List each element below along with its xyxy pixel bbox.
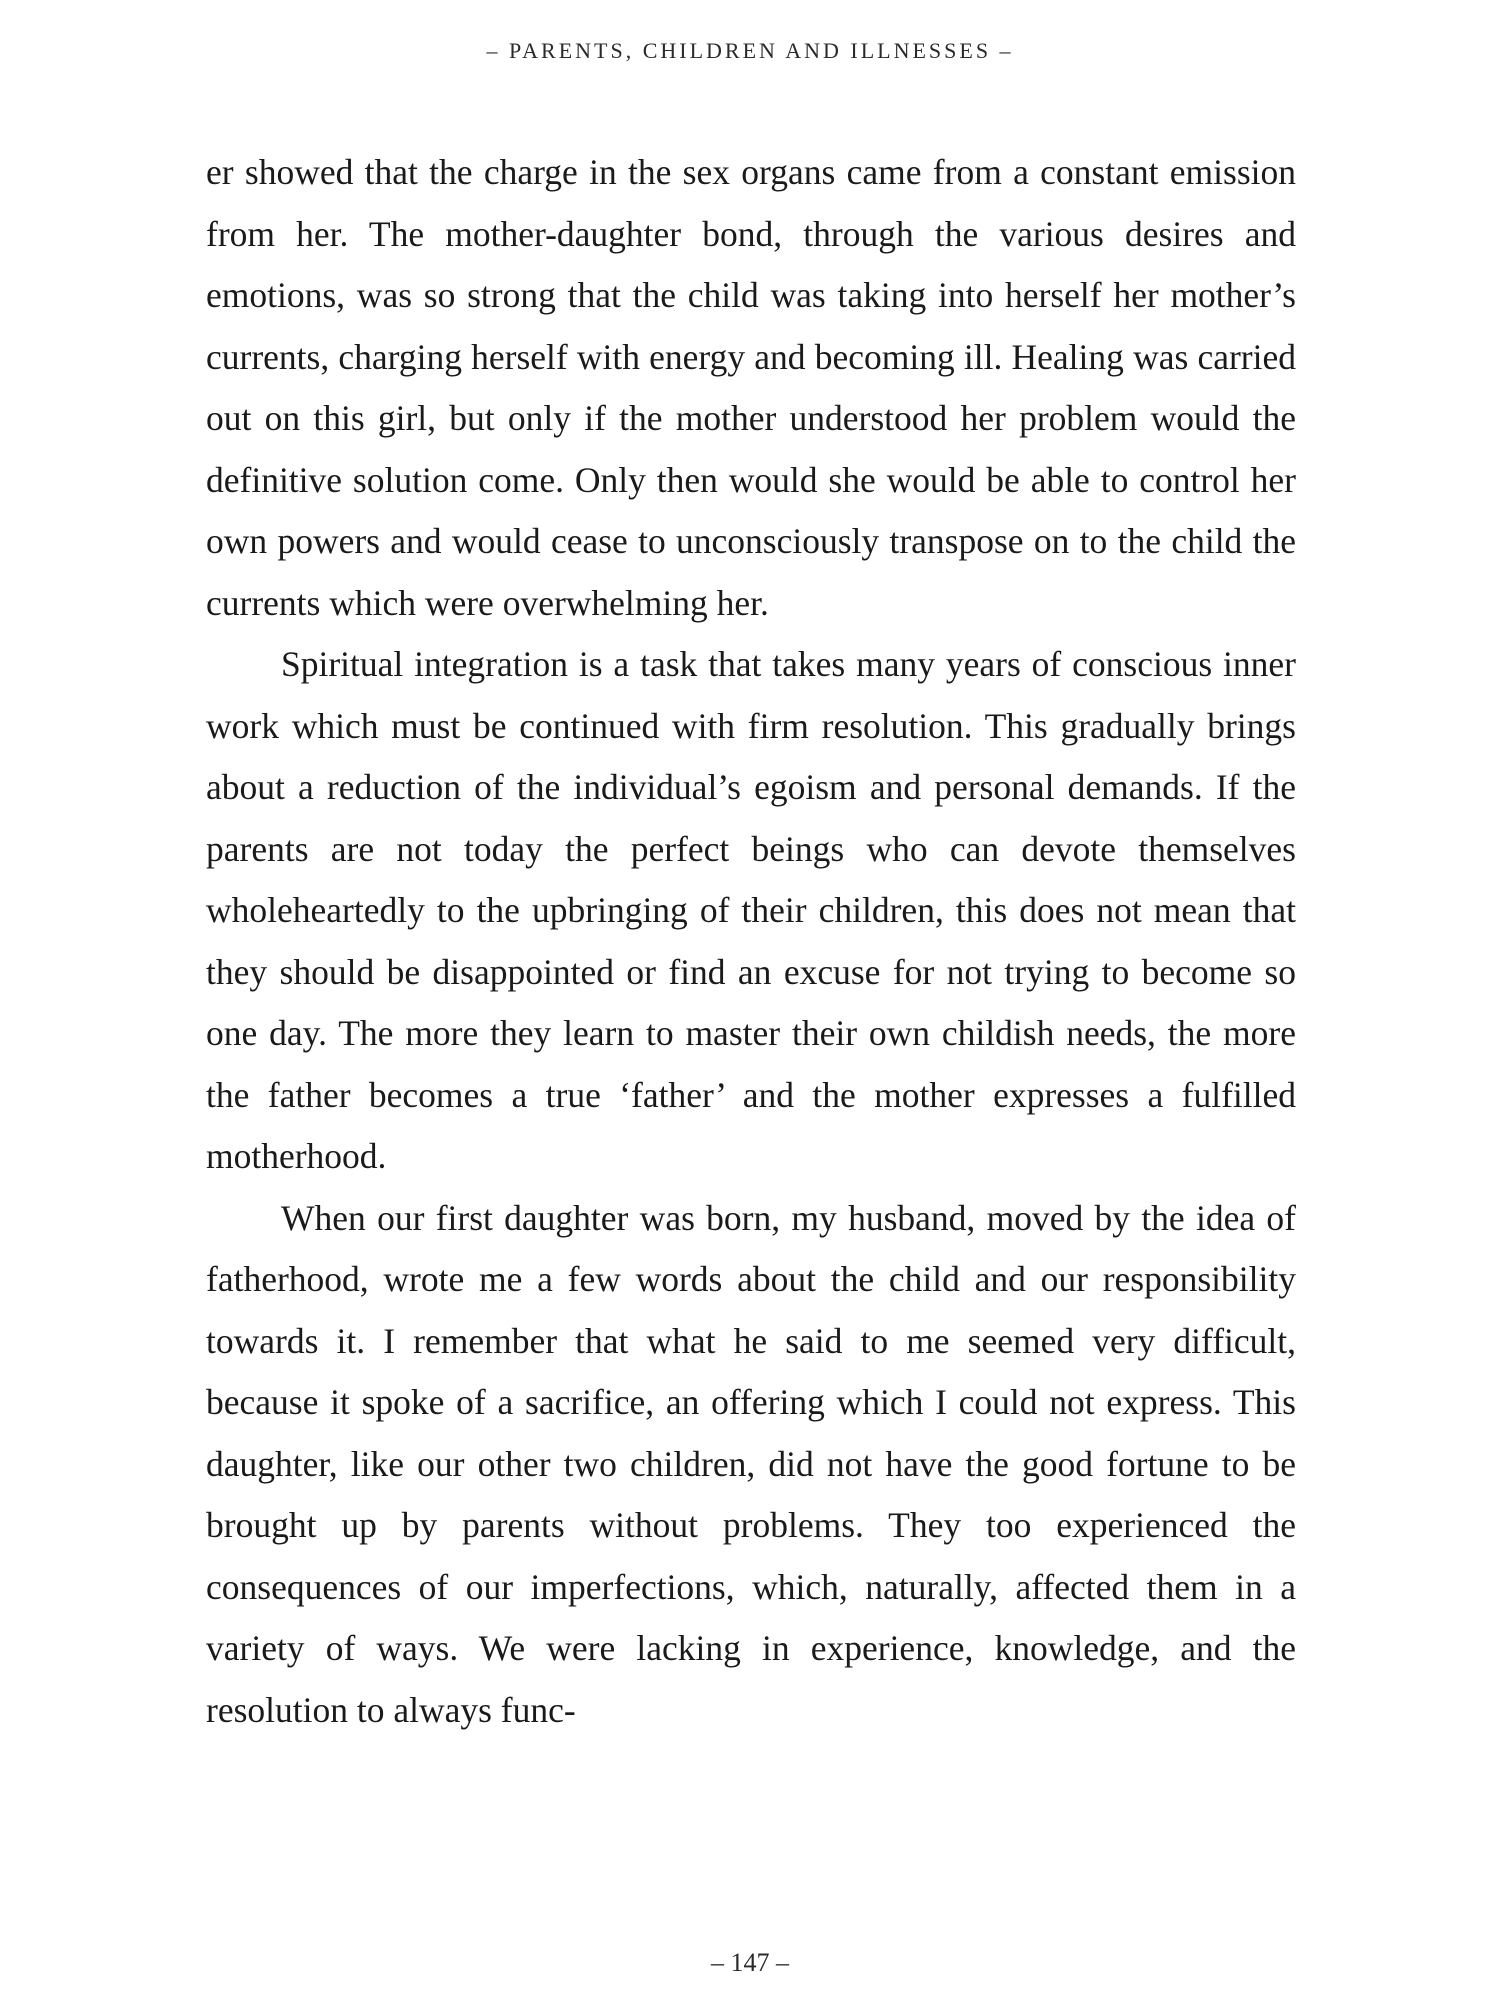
paragraph-continuation: er showed that the charge in the sex organs came from a constant emission from her. The mother-daughter bond, through the various desires and emotions, was so strong that the child was taking into herself her mother’s currents, charging herself with energy and becoming ill. Healing was carried out on this girl, but only if the mother understood her problem would the definitive solution come. Only then would she would be able to control her own powers and would cease to unconsciously transpose on to the child the currents which were overwhelming her. — [206, 152, 1296, 623]
paragraph-spiritual-integration: Spiritual integration is a task that takes many years of conscious inner work which must be continued with firm resolution. This gradually brings about a reduction of the individual’s egoism and personal demands. If the parents are not today the perfect beings who can devote themselves wholeheartedly to the upbringing of their children, this does not mean that they should be disappointed or find an excuse for not trying to become so one day. The more they learn to master their own childish needs, the more the father becomes a true ‘father’ and the mother expresses a fulfilled motherhood. — [206, 644, 1296, 1176]
running-header: – PARENTS, CHILDREN AND ILLNESSES – — [486, 38, 1014, 63]
body-text — [206, 142, 1296, 1741]
paragraph-first-daughter: When our first daughter was born, my husband, moved by the idea of fatherhood, wrote me a few words about the child and our responsibility towards it. I remember that what he said to me seemed very difficult, because it spoke of a sacrifice, an offering which I could not express. This daughter, like our other two children, did not have the good fortune to be brought up by parents without problems. They too experienced the consequences of our imperfections, which, naturally, affected them in a variety of ways. We were lacking in experience, knowledge, and the resolution to always func- — [206, 1197, 1296, 1730]
page-number: – 147 – — [711, 1948, 789, 1977]
